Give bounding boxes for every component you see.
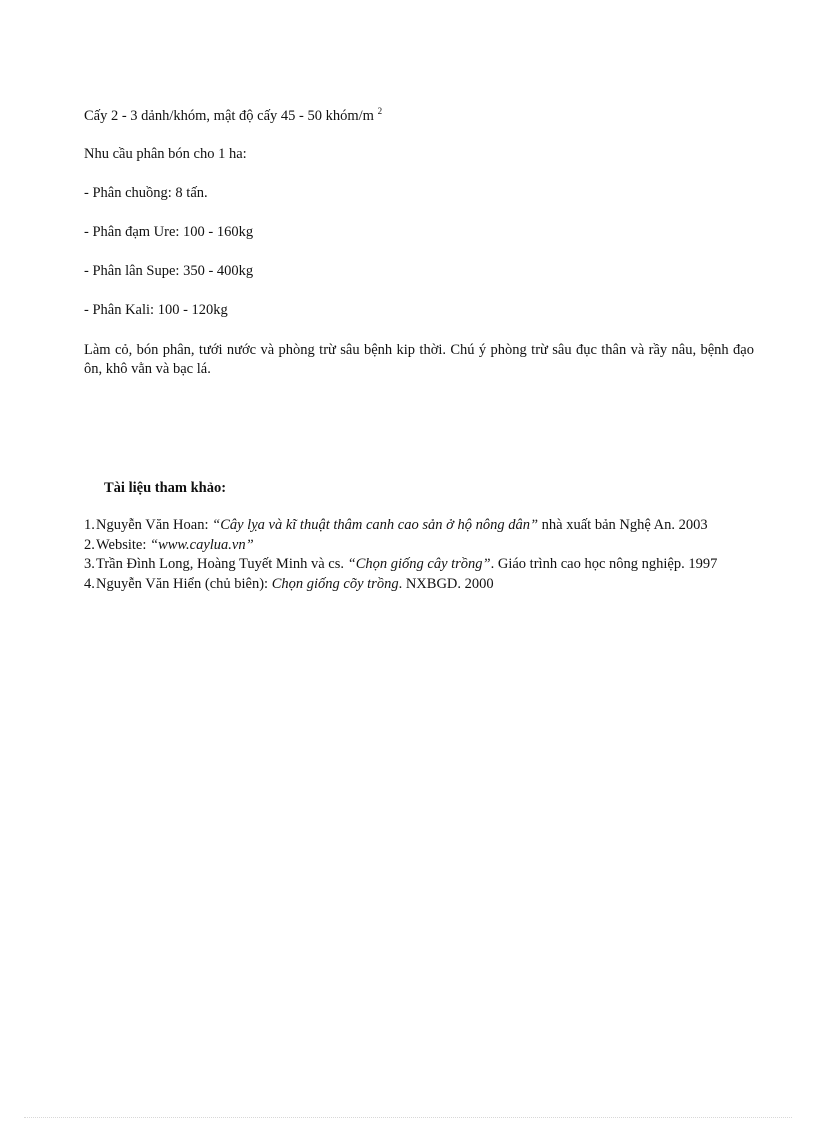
references-list: [84, 516, 754, 594]
fertilizer-item-potassium: - Phân Kali: 100 - 120kg: [84, 302, 228, 318]
reference-number: 3.: [84, 556, 95, 572]
reference-title: Chọn giống cõy trồng: [271, 575, 399, 592]
reference-title: “Chọn giống cây trồng”: [347, 556, 491, 572]
reference-publisher: . Giáo trình cao học nông nghiệp. 1997: [490, 556, 718, 572]
reference-author: Trần Đình Long, Hoàng Tuyết Minh và cs.: [96, 556, 348, 572]
reference-item: [84, 555, 754, 575]
fertilizer-intro: Nhu cầu phân bón cho 1 ha:: [84, 146, 247, 162]
reference-item: [84, 575, 754, 595]
fertilizer-item-urea: - Phân đạm Ure: 100 - 160kg: [84, 224, 254, 240]
planting-density-superscript: 2: [377, 106, 383, 116]
fertilizer-item-manure: - Phân chuồng: 8 tấn.: [84, 185, 208, 201]
reference-publisher: . NXBGD. 2000: [398, 575, 494, 592]
reference-number: 4.: [84, 575, 95, 592]
fertilizer-item-phosphate: - Phân lân Supe: 350 - 400kg: [84, 263, 254, 279]
reference-title: “www.caylua.vn”: [150, 536, 254, 553]
reference-item: [84, 516, 754, 536]
reference-author: Website:: [96, 536, 150, 553]
reference-author: Nguyễn Văn Hiển (chủ biên):: [96, 575, 272, 592]
references-heading: Tài liệu tham khảo:: [104, 480, 227, 496]
reference-item: [84, 536, 754, 556]
reference-title: “Cây lỵa và kĩ thuật thâm canh cao sản ở hộ nông dân”: [212, 517, 539, 533]
planting-density-line: [84, 106, 382, 125]
planting-density-text: Cấy 2 - 3 dảnh/khóm, mật độ cấy 45 - 50 khóm/m: [84, 108, 374, 124]
reference-number: 2.: [84, 536, 95, 553]
reference-publisher: nhà xuất bản Nghệ An. 2003: [538, 517, 708, 533]
care-paragraph: Làm cỏ, bón phân, tưới nước và phòng trừ sâu bệnh kip thời. Chú ý phòng trừ sâu đục thân và rầy nâu, bệnh đạo ôn, khô vằn và bạc lá.: [84, 342, 754, 377]
page-bottom-divider: [24, 1117, 792, 1118]
reference-author: Nguyễn Văn Hoan:: [96, 517, 213, 533]
reference-number: 1.: [84, 517, 95, 533]
